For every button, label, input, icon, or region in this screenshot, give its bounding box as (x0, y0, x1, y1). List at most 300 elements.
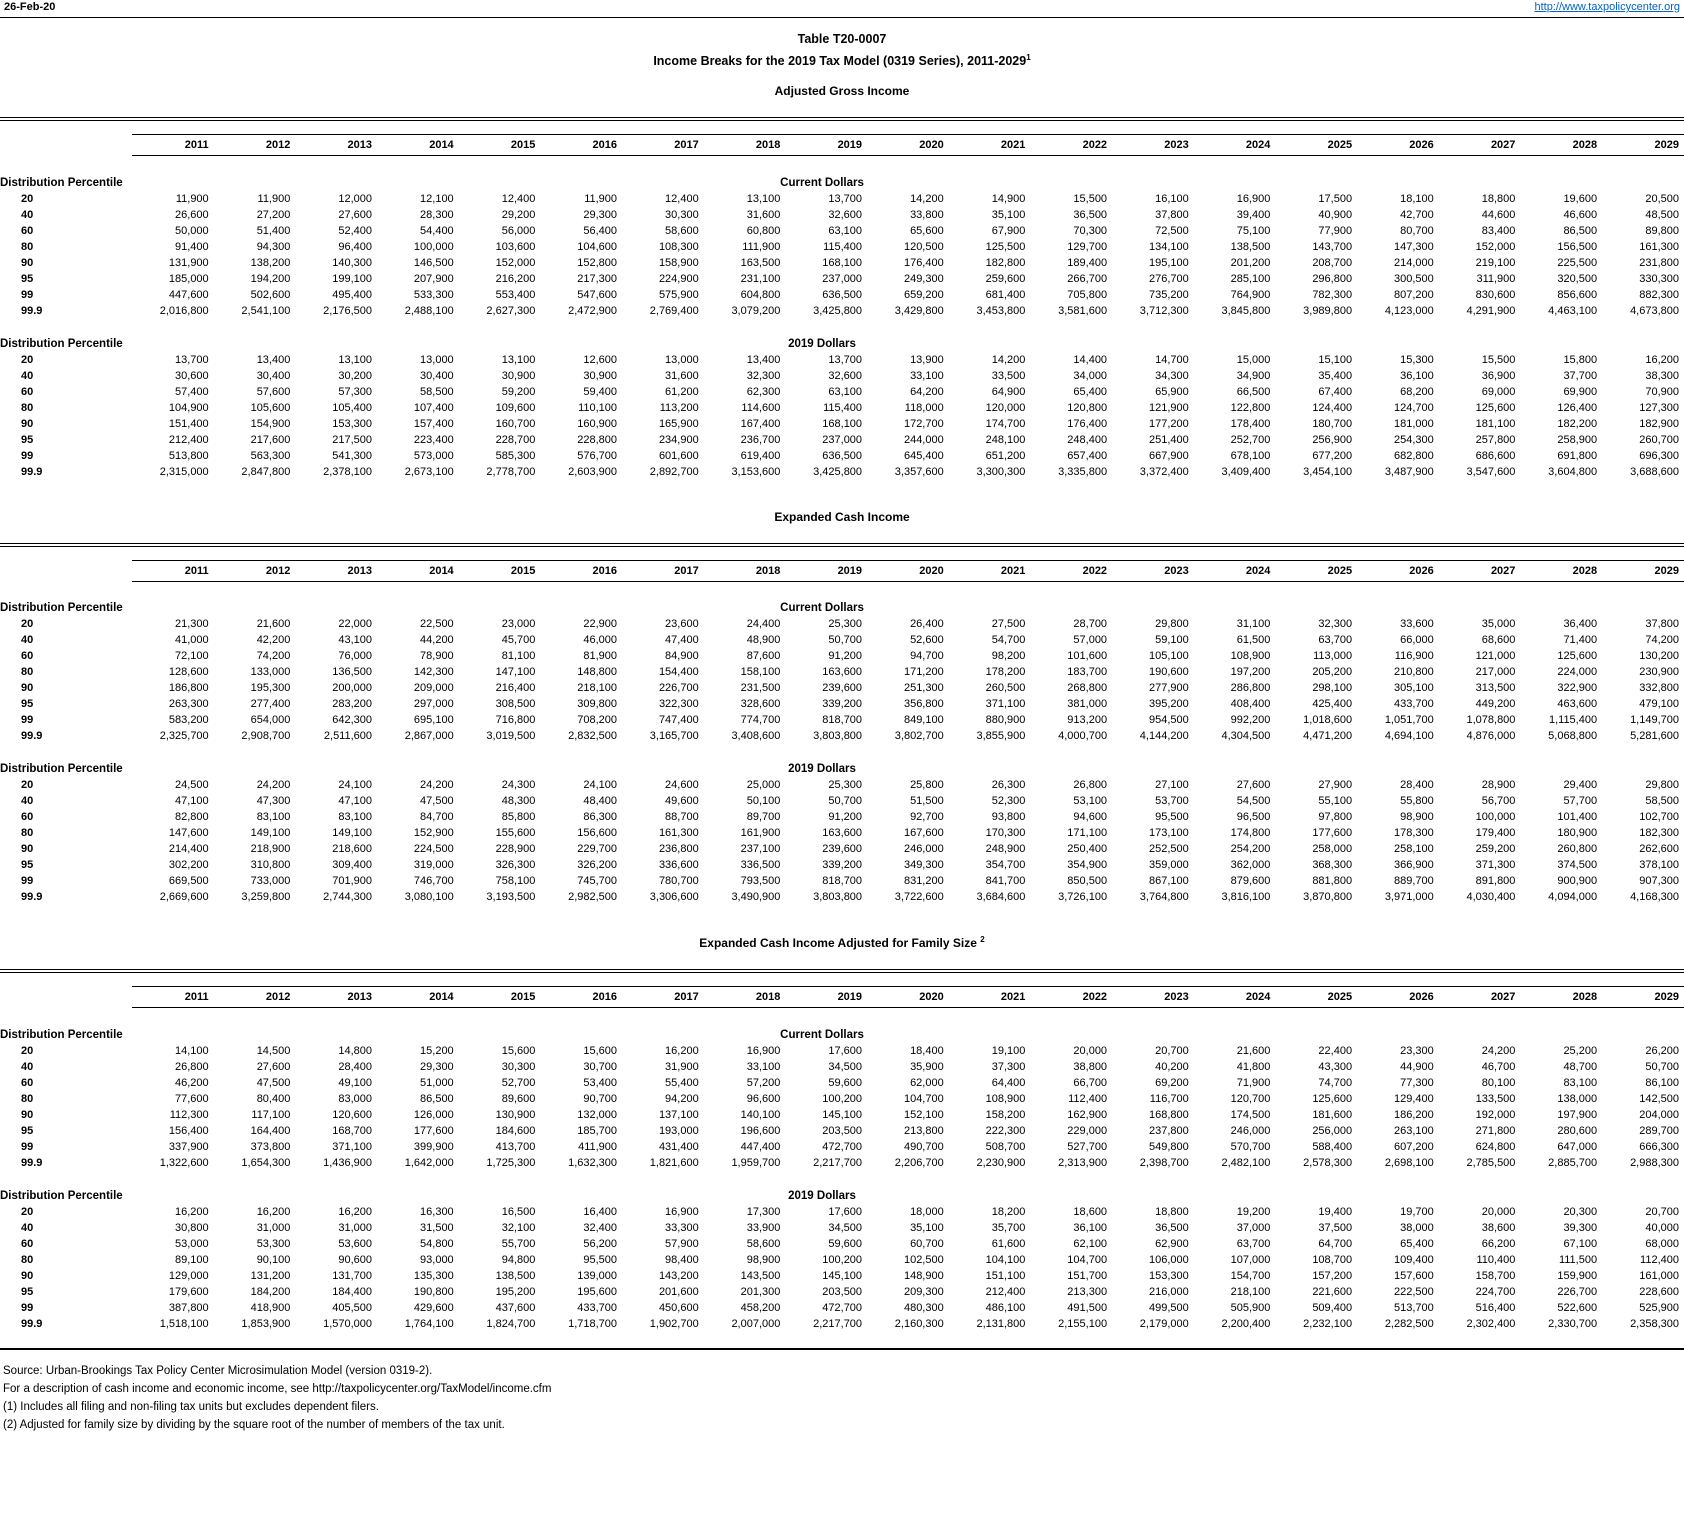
value-cell: 225,500 (1557, 256, 1598, 269)
value-cell: 374,500 (1557, 859, 1598, 872)
value-cell: 1,959,700 (731, 1156, 781, 1169)
value-cell: 516,400 (1475, 1301, 1516, 1314)
value-cell: 48,500 (1645, 208, 1679, 221)
year-cell: 2019 (785, 135, 867, 156)
section-title-text: Expanded Cash Income Adjusted for Family Size (699, 936, 977, 951)
value-cell: 61,600 (991, 1237, 1026, 1250)
value-cell: 98,900 (746, 1253, 781, 1266)
value-cell: 176,400 (1067, 417, 1108, 430)
table-row (0, 271, 1684, 287)
value-cell: 63,700 (1236, 1237, 1271, 1250)
value-cell: 97,800 (1318, 811, 1353, 824)
value-cell: 636,500 (822, 288, 863, 301)
value-cell: 62,000 (910, 1076, 944, 1089)
percentile-label: 40 (21, 1221, 34, 1234)
value-cell: 2,867,000 (404, 730, 454, 743)
value-cell: 195,100 (1148, 256, 1189, 269)
value-cell: 192,000 (1475, 1108, 1516, 1121)
year-row-spacer (0, 560, 132, 581)
value-cell: 57,000 (1073, 634, 1108, 647)
value-cell: 395,200 (1148, 698, 1189, 711)
value-cell: 125,600 (1557, 650, 1598, 663)
footnotes (0, 1362, 1684, 1442)
value-cell: 80,400 (256, 1092, 291, 1105)
value-cell: 217,300 (577, 272, 618, 285)
value-cell: 51,400 (256, 224, 291, 237)
table-row (0, 1252, 1684, 1268)
value-cell: 120,700 (1230, 1092, 1271, 1105)
value-cell: 42,700 (1400, 208, 1434, 221)
value-cell: 71,400 (1563, 634, 1598, 647)
value-cell: 70,900 (1645, 385, 1679, 398)
value-cell: 56,700 (1481, 795, 1516, 808)
percentile-label: 95 (21, 272, 34, 285)
value-cell: 64,200 (910, 385, 944, 398)
value-cell: 30,600 (175, 369, 209, 382)
value-cell: 30,900 (501, 369, 536, 382)
value-cell: 425,400 (1312, 698, 1353, 711)
value-cell: 330,300 (1639, 272, 1679, 285)
value-cell: 881,800 (1312, 875, 1353, 888)
year-cell: 2028 (1520, 987, 1602, 1008)
value-cell: 152,000 (1475, 240, 1516, 253)
value-cell: 59,600 (828, 1237, 863, 1250)
value-cell: 12,400 (665, 192, 699, 205)
value-cell: 3,803,800 (813, 730, 863, 743)
value-cell: 69,900 (1563, 385, 1598, 398)
value-cell: 55,700 (501, 1237, 536, 1250)
value-cell: 2,778,700 (486, 465, 536, 478)
value-cell: 88,700 (665, 811, 699, 824)
value-cell: 193,000 (658, 1124, 699, 1137)
value-cell: 63,100 (828, 224, 863, 237)
value-cell: 102,500 (903, 1253, 944, 1266)
value-cell: 29,400 (1563, 779, 1598, 792)
percentile-label: 95 (21, 433, 34, 446)
percentile-label: 40 (21, 634, 34, 647)
value-cell: 1,115,400 (1548, 714, 1598, 727)
value-cell: 63,700 (1318, 634, 1353, 647)
value-cell: 160,700 (495, 417, 536, 430)
percentile-label: 95 (21, 1124, 34, 1137)
value-cell: 647,000 (1557, 1140, 1598, 1153)
value-cell: 134,100 (1148, 240, 1189, 253)
percentile-label: 20 (21, 618, 34, 631)
value-cell: 18,100 (1400, 192, 1434, 205)
value-cell: 152,900 (413, 827, 454, 840)
value-cell: 209,300 (903, 1285, 944, 1298)
value-cell: 2,892,700 (649, 465, 699, 478)
value-cell: 52,700 (501, 1076, 536, 1089)
value-cell: 78,900 (420, 650, 454, 663)
percentile-label: 60 (21, 650, 34, 663)
value-cell: 2,315,000 (159, 465, 209, 478)
value-cell: 199,100 (332, 272, 373, 285)
value-cell: 36,500 (1155, 1221, 1189, 1234)
value-cell: 3,409,400 (1221, 465, 1271, 478)
value-cell: 15,200 (420, 1044, 454, 1057)
value-cell: 36,100 (1400, 369, 1434, 382)
value-cell: 209,000 (413, 682, 454, 695)
value-cell: 130,200 (1639, 650, 1679, 663)
table-row (0, 664, 1684, 680)
value-cell: 758,100 (495, 875, 536, 888)
value-cell: 28,400 (338, 1060, 373, 1073)
value-cell: 98,900 (1400, 811, 1434, 824)
value-cell: 52,300 (991, 795, 1026, 808)
spacer-cell (0, 1171, 1684, 1188)
value-cell: 90,100 (256, 1253, 291, 1266)
value-cell: 24,600 (665, 779, 699, 792)
value-cell: 4,876,000 (1466, 730, 1516, 743)
value-cell: 830,600 (1475, 288, 1516, 301)
value-cell: 296,800 (1312, 272, 1353, 285)
table-row (0, 1300, 1684, 1316)
value-cell: 513,800 (168, 449, 209, 462)
value-cell: 229,000 (1067, 1124, 1108, 1137)
percentile-label: 99.9 (21, 1317, 43, 1330)
value-cell: 682,800 (1393, 449, 1434, 462)
value-cell: 302,200 (168, 859, 209, 872)
value-cell: 92,700 (910, 811, 944, 824)
value-cell: 57,300 (338, 385, 373, 398)
value-cell: 13,000 (420, 353, 454, 366)
sections-container (0, 84, 1684, 1332)
value-cell: 14,700 (1155, 353, 1189, 366)
value-cell: 30,700 (583, 1060, 618, 1073)
value-cell: 48,400 (583, 795, 618, 808)
value-cell: 4,694,100 (1384, 730, 1434, 743)
value-cell: 152,000 (495, 256, 536, 269)
year-cell: 2012 (214, 560, 296, 581)
dollar-basis-label: Current Dollars (780, 602, 864, 615)
value-cell: 305,100 (1393, 682, 1434, 695)
value-cell: 322,300 (658, 698, 699, 711)
value-cell: 3,490,900 (731, 891, 781, 904)
value-cell: 13,100 (746, 192, 781, 205)
value-cell: 256,900 (1312, 433, 1353, 446)
value-cell: 152,100 (903, 1108, 944, 1121)
value-cell: 86,100 (1645, 1076, 1679, 1089)
value-cell: 43,300 (1318, 1060, 1353, 1073)
value-cell: 585,300 (495, 449, 536, 462)
value-cell: 186,800 (168, 682, 209, 695)
value-cell: 2,982,500 (568, 891, 618, 904)
value-cell: 72,100 (175, 650, 209, 663)
percentile-label: 99.9 (21, 1156, 43, 1169)
value-cell: 28,400 (1400, 779, 1434, 792)
value-cell: 686,600 (1475, 449, 1516, 462)
value-cell: 34,500 (828, 1221, 863, 1234)
year-cell: 2014 (377, 135, 459, 156)
footnote-line: (2) Adjusted for family size by dividing by the square root of the number of members of the tax unit. (3, 1418, 505, 1431)
value-cell: 228,600 (1639, 1285, 1679, 1298)
value-cell: 491,500 (1067, 1301, 1108, 1314)
year-cell: 2012 (214, 987, 296, 1008)
value-cell: 178,200 (985, 666, 1026, 679)
value-cell: 137,100 (658, 1108, 699, 1121)
value-cell: 12,600 (583, 353, 618, 366)
value-cell: 23,000 (501, 618, 536, 631)
value-cell: 196,600 (740, 1124, 781, 1137)
value-cell: 113,000 (1313, 650, 1353, 663)
value-cell: 1,642,000 (404, 1156, 454, 1169)
value-cell: 77,600 (175, 1092, 209, 1105)
percentile-label: 80 (21, 827, 34, 840)
year-cell: 2021 (949, 135, 1031, 156)
table-row (0, 223, 1684, 239)
value-cell: 2,230,900 (976, 1156, 1026, 1169)
value-cell: 619,400 (740, 449, 781, 462)
value-cell: 106,000 (1148, 1253, 1189, 1266)
section-title (0, 84, 1684, 98)
percentile-label: 99 (21, 875, 34, 888)
value-cell: 186,200 (1393, 1108, 1434, 1121)
value-cell: 163,500 (740, 256, 781, 269)
value-cell: 248,900 (985, 843, 1026, 856)
table-row (0, 1268, 1684, 1284)
value-cell: 104,700 (903, 1092, 944, 1105)
percentile-label: 99.9 (21, 465, 43, 478)
year-cell: 2011 (132, 560, 214, 581)
value-cell: 55,800 (1400, 795, 1434, 808)
value-cell: 30,900 (583, 369, 618, 382)
value-cell: 359,000 (1148, 859, 1189, 872)
value-cell: 205,200 (1312, 666, 1353, 679)
value-cell: 636,500 (822, 449, 863, 462)
distribution-percentile-header: Distribution Percentile (0, 763, 123, 776)
value-cell: 48,900 (746, 634, 781, 647)
value-cell: 2,627,300 (486, 304, 536, 317)
value-cell: 121,000 (1475, 650, 1516, 663)
value-cell: 120,600 (332, 1108, 373, 1121)
value-cell: 140,100 (740, 1108, 781, 1121)
value-cell: 13,100 (501, 353, 536, 366)
value-cell: 879,600 (1230, 875, 1271, 888)
value-cell: 513,700 (1393, 1301, 1434, 1314)
value-cell: 216,000 (1148, 1285, 1189, 1298)
year-cell: 2025 (1275, 560, 1357, 581)
subtable-header-row (0, 1027, 1684, 1043)
value-cell: 37,800 (1155, 208, 1189, 221)
value-cell: 449,200 (1475, 698, 1516, 711)
value-cell: 100,000 (413, 240, 454, 253)
value-cell: 145,100 (822, 1108, 863, 1121)
value-cell: 2,541,100 (241, 304, 291, 317)
value-cell: 4,304,500 (1221, 730, 1271, 743)
value-cell: 47,500 (256, 1076, 291, 1089)
value-cell: 251,300 (903, 682, 944, 695)
value-cell: 57,700 (1563, 795, 1598, 808)
year-cell: 2015 (459, 987, 541, 1008)
table-title: Income Breaks for the 2019 Tax Model (0319 Series), 2011-2029$^1$ (653, 53, 1031, 69)
value-cell: 1,078,800 (1466, 714, 1516, 727)
value-cell: 258,000 (1312, 843, 1353, 856)
value-cell: 59,200 (501, 385, 536, 398)
taxpolicycenter-link[interactable]: http://www.taxpolicycenter.org (1534, 1, 1680, 13)
value-cell: 31,100 (1236, 618, 1271, 631)
value-cell: 3,803,800 (813, 891, 863, 904)
year-cell: 2018 (704, 560, 786, 581)
dollar-basis-label: Current Dollars (780, 176, 864, 189)
value-cell: 3,816,100 (1221, 891, 1271, 904)
value-cell: 563,300 (250, 449, 291, 462)
value-cell: 793,500 (740, 875, 781, 888)
value-cell: 266,700 (1067, 272, 1108, 285)
value-cell: 411,900 (578, 1140, 618, 1153)
value-cell: 66,200 (1481, 1237, 1516, 1250)
value-cell: 16,200 (256, 1205, 291, 1218)
value-cell: 588,400 (1312, 1140, 1353, 1153)
value-cell: 84,700 (420, 811, 454, 824)
value-cell: 147,300 (1393, 240, 1434, 253)
year-cell: 2015 (459, 135, 541, 156)
value-cell: 913,200 (1067, 714, 1108, 727)
percentile-label: 90 (21, 256, 34, 269)
value-cell: 16,200 (338, 1205, 373, 1218)
value-cell: 70,300 (1073, 224, 1108, 237)
value-cell: 168,700 (332, 1124, 373, 1137)
subtable-header-row (0, 600, 1684, 616)
table-row (0, 1043, 1684, 1059)
value-cell: 67,900 (991, 224, 1026, 237)
value-cell: 3,688,600 (1630, 465, 1679, 478)
value-cell: 96,400 (338, 240, 373, 253)
value-cell: 49,100 (338, 1076, 373, 1089)
value-cell: 23,300 (1400, 1044, 1434, 1057)
value-cell: 104,100 (985, 1253, 1026, 1266)
section-divider (0, 117, 1684, 121)
year-cell: 2021 (949, 987, 1031, 1008)
value-cell: 110,400 (1476, 1253, 1516, 1266)
value-cell: 3,300,300 (976, 465, 1026, 478)
year-cell: 2016 (540, 135, 622, 156)
value-cell: 31,600 (665, 369, 699, 382)
table-row (0, 1107, 1684, 1123)
value-cell: 145,100 (822, 1269, 863, 1282)
value-cell: 125,600 (1475, 401, 1516, 414)
value-cell: 61,500 (1236, 634, 1271, 647)
value-cell: 495,400 (332, 288, 373, 301)
value-cell: 29,300 (420, 1060, 454, 1073)
value-cell: 2,908,700 (241, 730, 291, 743)
value-cell: 224,700 (1475, 1285, 1516, 1298)
value-cell: 3,855,900 (976, 730, 1026, 743)
value-cell: 362,000 (1230, 859, 1271, 872)
value-cell: 4,094,000 (1548, 891, 1598, 904)
value-cell: 889,700 (1393, 875, 1434, 888)
table-row (0, 1220, 1684, 1236)
value-cell: 27,500 (991, 618, 1026, 631)
percentile-label: 40 (21, 1060, 34, 1073)
value-cell: 15,500 (1073, 192, 1108, 205)
value-cell: 24,200 (420, 779, 454, 792)
year-cell: 2020 (867, 560, 949, 581)
value-cell: 94,600 (1073, 811, 1108, 824)
percentile-label: 20 (21, 1044, 34, 1057)
value-cell: 165,900 (658, 417, 699, 430)
value-cell: 13,700 (828, 192, 863, 205)
value-cell: 378,100 (1639, 859, 1679, 872)
value-cell: 131,200 (250, 1269, 291, 1282)
value-cell: 138,500 (495, 1269, 536, 1282)
value-cell: 570,700 (1230, 1140, 1271, 1153)
value-cell: 180,900 (1557, 827, 1598, 840)
percentile-label: 40 (21, 369, 34, 382)
value-cell: 354,900 (1067, 859, 1108, 872)
value-cell: 18,000 (910, 1205, 944, 1218)
value-cell: 244,000 (903, 433, 944, 446)
value-cell: 131,700 (332, 1269, 373, 1282)
value-cell: 29,800 (1645, 779, 1679, 792)
value-cell: 31,500 (420, 1221, 454, 1234)
table-row (0, 857, 1684, 873)
value-cell: 90,600 (338, 1253, 373, 1266)
value-cell: 40,200 (1155, 1060, 1189, 1073)
value-cell: 3,454,100 (1303, 465, 1353, 478)
value-cell: 2,378,100 (323, 465, 373, 478)
value-cell: 26,800 (1073, 779, 1108, 792)
value-cell: 171,200 (903, 666, 944, 679)
value-cell: 177,600 (1312, 827, 1353, 840)
distribution-percentile-header: Distribution Percentile (0, 1028, 123, 1041)
value-cell: 41,000 (175, 634, 209, 647)
income-table (0, 134, 1684, 480)
value-cell: 16,900 (746, 1044, 781, 1057)
value-cell: 112,400 (1640, 1253, 1679, 1266)
table-row (0, 1059, 1684, 1075)
value-cell: 283,200 (332, 698, 373, 711)
value-cell: 3,372,400 (1139, 465, 1189, 478)
value-cell: 15,500 (1481, 353, 1516, 366)
spacer-row (0, 744, 1684, 761)
value-cell: 89,800 (1645, 224, 1679, 237)
value-cell: 36,500 (1073, 208, 1108, 221)
value-cell: 651,200 (985, 449, 1026, 462)
value-cell: 182,300 (1639, 827, 1679, 840)
value-cell: 28,300 (420, 208, 454, 221)
value-cell: 77,300 (1400, 1076, 1434, 1089)
value-cell: 15,800 (1563, 353, 1598, 366)
value-cell: 174,800 (1230, 827, 1271, 840)
spacer-cell (0, 1008, 1684, 1027)
value-cell: 3,306,600 (649, 891, 699, 904)
value-cell: 213,800 (903, 1124, 944, 1137)
value-cell: 110,100 (578, 401, 618, 414)
year-cell: 2022 (1030, 560, 1112, 581)
percentile-label: 80 (21, 401, 34, 414)
value-cell: 43,100 (338, 634, 373, 647)
value-cell: 154,400 (658, 666, 699, 679)
table-row (0, 287, 1684, 303)
value-cell: 1,718,700 (568, 1317, 618, 1330)
value-cell: 108,700 (1312, 1253, 1353, 1266)
dollar-basis-label: 2019 Dollars (788, 337, 856, 350)
value-cell: 746,700 (413, 875, 454, 888)
value-cell: 64,400 (991, 1076, 1026, 1089)
value-cell: 34,300 (1155, 369, 1189, 382)
value-cell: 1,902,700 (649, 1317, 699, 1330)
value-cell: 95,500 (583, 1253, 618, 1266)
value-cell: 42,200 (256, 634, 291, 647)
value-cell: 399,900 (413, 1140, 454, 1153)
value-cell: 256,000 (1312, 1124, 1353, 1137)
value-cell: 2,358,300 (1630, 1317, 1679, 1330)
value-cell: 907,300 (1639, 875, 1679, 888)
value-cell: 505,900 (1230, 1301, 1271, 1314)
value-cell: 14,400 (1073, 353, 1108, 366)
value-cell: 108,900 (985, 1092, 1026, 1105)
